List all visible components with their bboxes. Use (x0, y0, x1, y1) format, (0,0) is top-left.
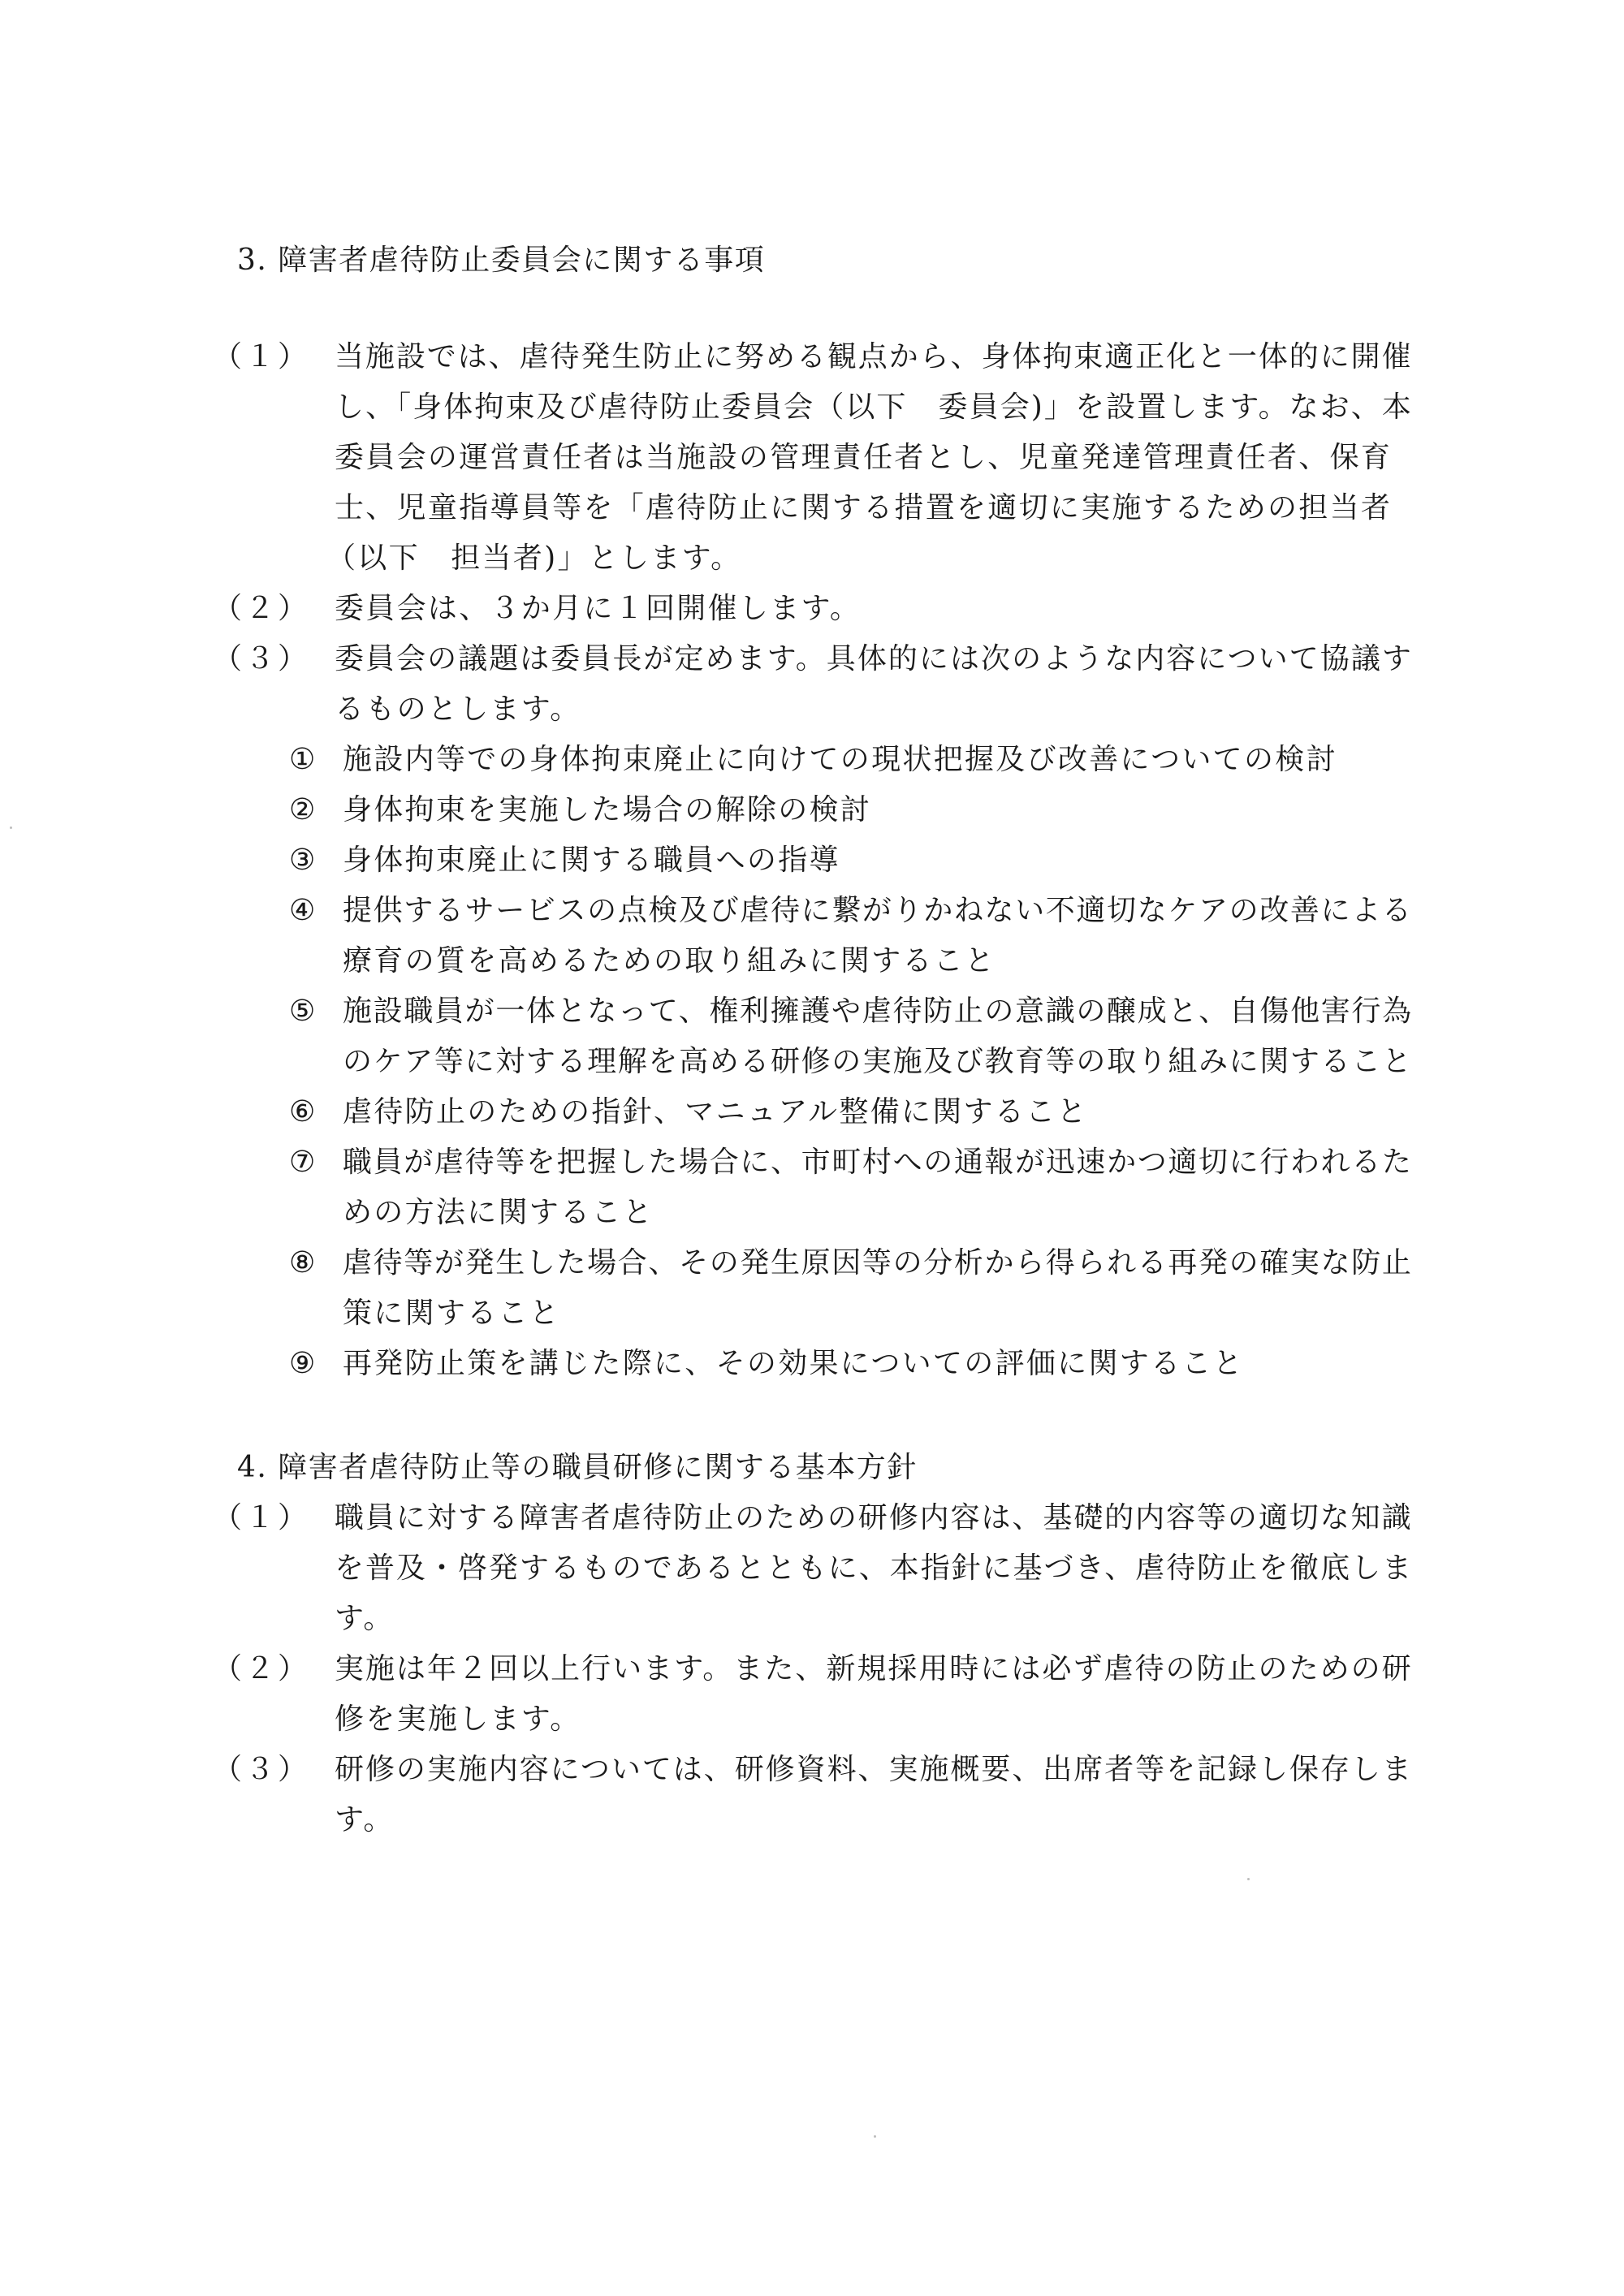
section-4-item-2-number: （２） (213, 1652, 311, 1685)
subitem-7-line-2: めの方法に関すること (343, 1196, 654, 1229)
section-3-item-1-line-1: 当施設では、虐待発生防止に努める観点から、身体拘束適正化と一体的に開催 (335, 340, 1413, 373)
subitem-5-line-1: 施設職員が一体となって、権利擁護や虐待防止の意識の醸成と、自傷他害行為 (343, 995, 1413, 1028)
section-4-item-1-line-1: 職員に対する障害者虐待防止のための研修内容は、基礎的内容等の適切な知識 (335, 1501, 1413, 1534)
subitem-8-line-2: 策に関すること (343, 1297, 561, 1330)
subitem-9-mark: ⑨ (289, 1347, 316, 1380)
scan-speck (1247, 1878, 1250, 1880)
subitem-1-line-1: 施設内等での身体拘束廃止に向けての現状把握及び改善についての検討 (343, 743, 1337, 776)
section-4-item-3-number: （３） (213, 1753, 311, 1786)
subitem-5-line-2: のケア等に対する理解を高める研修の実施及び教育等の取り組みに関すること (343, 1045, 1413, 1078)
section-3-item-2-line-1: 委員会は、３か月に１回開催します。 (335, 592, 862, 625)
section-3-heading: 3. 障害者虐待防止委員会に関する事項 (237, 244, 766, 277)
section-4-item-1-line-2: を普及・啓発するものであるとともに、本指針に基づき、虐待防止を徹底しま (335, 1552, 1414, 1585)
subitem-2-mark: ② (289, 793, 316, 826)
subitem-2-line-1: 身体拘束を実施した場合の解除の検討 (343, 793, 872, 826)
section-3-item-3-line-1: 委員会の議題は委員長が定めます。具体的には次のような内容について協議す (335, 642, 1413, 675)
section-3-item-2-number: （２） (213, 592, 311, 625)
section-4-item-2-line-1: 実施は年２回以上行います。また、新規採用時には必ず虐待の防止のための研 (335, 1652, 1413, 1685)
subitem-3-mark: ③ (289, 844, 316, 877)
scan-speck (10, 826, 12, 829)
subitem-4-mark: ④ (289, 894, 316, 927)
section-3-item-1-line-3: 委員会の運営責任者は当施設の管理責任者とし、児童発達管理責任者、保育 (335, 441, 1393, 474)
subitem-6-line-1: 虐待防止のための指針、マニュアル整備に関すること (343, 1095, 1088, 1129)
section-4-item-1-number: （１） (213, 1501, 311, 1534)
section-4-item-3-line-2: す。 (335, 1803, 395, 1836)
section-3-item-1-line-4: 士、児童指導員等を「虐待防止に関する措置を適切に実施するための担当者 (335, 491, 1393, 524)
subitem-4-line-1: 提供するサービスの点検及び虐待に繋がりかねない不適切なケアの改善による (343, 894, 1413, 927)
subitem-7-line-1: 職員が虐待等を把握した場合に、市町村への通報が迅速かつ適切に行われるた (343, 1146, 1413, 1179)
section-3-item-1-line-5: （以下 担当者)」とします。 (326, 542, 742, 575)
scan-speck (874, 2135, 876, 2138)
section-3-item-1-line-2: し、「身体拘束及び虐待防止委員会（以下 委員会)」を設置します。なお、本 (335, 391, 1413, 424)
subitem-5-mark: ⑤ (289, 995, 316, 1028)
subitem-6-mark: ⑥ (289, 1095, 316, 1129)
section-3-item-3-number: （３） (213, 642, 311, 675)
subitem-7-mark: ⑦ (289, 1146, 316, 1179)
subitem-1-mark: ① (289, 743, 316, 776)
section-4-item-3-line-1: 研修の実施内容については、研修資料、実施概要、出席者等を記録し保存しま (335, 1753, 1413, 1786)
subitem-8-line-1: 虐待等が発生した場合、その発生原因等の分析から得られる再発の確実な防止 (343, 1246, 1413, 1280)
subitem-4-line-2: 療育の質を高めるための取り組みに関すること (343, 944, 996, 978)
section-4-heading: 4. 障害者虐待防止等の職員研修に関する基本方針 (237, 1451, 918, 1484)
subitem-8-mark: ⑧ (289, 1246, 316, 1280)
section-4-item-2-line-2: 修を実施します。 (335, 1703, 581, 1736)
section-4-item-1-line-3: す。 (335, 1602, 395, 1635)
section-3-item-3-line-2: るものとします。 (335, 693, 581, 726)
section-3-item-1-number: （１） (213, 340, 311, 373)
subitem-9-line-1: 再発防止策を講じた際に、その効果についての評価に関すること (343, 1347, 1244, 1380)
subitem-3-line-1: 身体拘束廃止に関する職員への指導 (343, 844, 840, 877)
